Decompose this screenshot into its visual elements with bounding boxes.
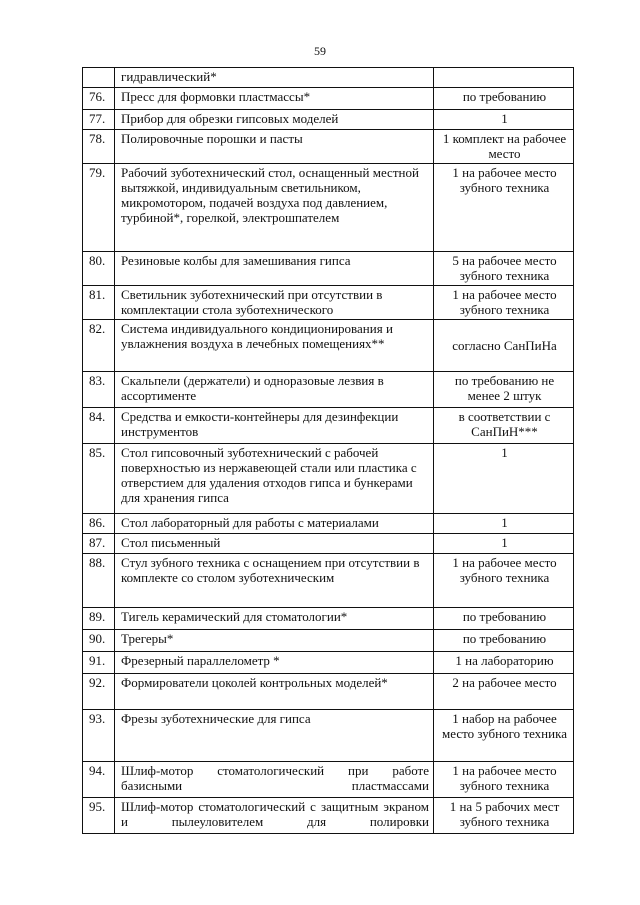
row-number <box>83 68 115 88</box>
row-number: 95. <box>83 798 115 834</box>
table-row <box>83 652 574 674</box>
item-name: Пресс для формовки пластмассы* <box>115 88 434 110</box>
item-quantity: 1 <box>434 534 574 554</box>
table-row <box>83 110 574 130</box>
table-row <box>83 630 574 652</box>
table-row <box>83 514 574 534</box>
table-row <box>83 534 574 554</box>
row-number: 86. <box>83 514 115 534</box>
item-quantity: 1 на 5 рабочих мест зубного техника <box>434 798 574 834</box>
item-name: Прибор для обрезки гипсовых моделей <box>115 110 434 130</box>
row-number: 80. <box>83 252 115 286</box>
item-quantity: 2 на рабочее место <box>434 674 574 710</box>
table-row <box>83 286 574 320</box>
table-row <box>83 372 574 408</box>
row-number: 90. <box>83 630 115 652</box>
equipment-table <box>82 67 574 834</box>
row-number: 76. <box>83 88 115 110</box>
item-quantity: 1 <box>434 444 574 514</box>
row-number: 77. <box>83 110 115 130</box>
item-quantity: согласно СанПиНа <box>434 320 574 372</box>
item-name: Тигель керамический для стоматологии* <box>115 608 434 630</box>
item-quantity: по требованию <box>434 608 574 630</box>
table-row <box>83 68 574 88</box>
item-name: Фрезерный параллелометр * <box>115 652 434 674</box>
row-number: 88. <box>83 554 115 608</box>
item-quantity <box>434 68 574 88</box>
table-row <box>83 608 574 630</box>
item-name: Шлиф-мотор стоматологический при работе базисными пластмассами <box>115 762 434 798</box>
item-name: Полировочные порошки и пасты <box>115 130 434 164</box>
row-number: 78. <box>83 130 115 164</box>
item-name: Стол письменный <box>115 534 434 554</box>
item-quantity: 1 на рабочее место зубного техника <box>434 762 574 798</box>
item-quantity: по требованию <box>434 88 574 110</box>
item-name: Стол гипсовочный зуботехнический с рабочей поверхностью из нержавеющей стали или пластика с отверстием для удаления отходов гипса и бункерами для хранения гипса <box>115 444 434 514</box>
item-name: Скальпели (держатели) и одноразовые лезвия в ассортименте <box>115 372 434 408</box>
item-name: Светильник зуботехнический при отсутствии в комплектации стола зуботехнического <box>115 286 434 320</box>
table-row <box>83 408 574 444</box>
row-number: 85. <box>83 444 115 514</box>
row-number: 81. <box>83 286 115 320</box>
row-number: 94. <box>83 762 115 798</box>
item-name: гидравлический* <box>115 68 434 88</box>
item-name: Фрезы зуботехнические для гипса <box>115 710 434 762</box>
item-quantity: в соответствии с СанПиН*** <box>434 408 574 444</box>
item-quantity: 1 комплект на рабочее место <box>434 130 574 164</box>
item-quantity: 1 на рабочее место зубного техника <box>434 286 574 320</box>
row-number: 79. <box>83 164 115 252</box>
item-quantity: 1 <box>434 514 574 534</box>
item-quantity: по требованию не менее 2 штук <box>434 372 574 408</box>
row-number: 87. <box>83 534 115 554</box>
item-quantity: по требованию <box>434 630 574 652</box>
table-row <box>83 762 574 798</box>
item-name: Система индивидуального кондиционирования и увлажнения воздуха в лечебных помещениях** <box>115 320 434 372</box>
row-number: 93. <box>83 710 115 762</box>
item-quantity: 1 на рабочее место зубного техника <box>434 164 574 252</box>
item-quantity: 1 на лабораторию <box>434 652 574 674</box>
item-quantity: 1 набор на рабочее место зубного техника <box>434 710 574 762</box>
row-number: 89. <box>83 608 115 630</box>
table-row <box>83 674 574 710</box>
table-row <box>83 710 574 762</box>
item-name: Стол лабораторный для работы с материалами <box>115 514 434 534</box>
table-row <box>83 88 574 110</box>
item-name: Резиновые колбы для замешивания гипса <box>115 252 434 286</box>
page-number: 59 <box>314 44 326 58</box>
row-number: 83. <box>83 372 115 408</box>
table-row <box>83 164 574 252</box>
row-number: 91. <box>83 652 115 674</box>
item-quantity: 5 на рабочее место зубного техника <box>434 252 574 286</box>
table-row <box>83 130 574 164</box>
item-quantity: 1 на рабочее место зубного техника <box>434 554 574 608</box>
table-row <box>83 444 574 514</box>
item-name: Рабочий зуботехнический стол, оснащенный местной вытяжкой, индивидуальным светильником, микромотором, подачей воздуха под давлением, турбиной*, горелкой, электрошпателем <box>115 164 434 252</box>
item-name: Средства и емкости-контейнеры для дезинфекции инструментов <box>115 408 434 444</box>
row-number: 84. <box>83 408 115 444</box>
table-row <box>83 554 574 608</box>
table-row <box>83 798 574 834</box>
item-name: Стул зубного техника с оснащением при отсутствии в комплекте со столом зуботехническим <box>115 554 434 608</box>
row-number: 82. <box>83 320 115 372</box>
row-number: 92. <box>83 674 115 710</box>
item-name: Формирователи цоколей контрольных моделей* <box>115 674 434 710</box>
item-quantity: 1 <box>434 110 574 130</box>
table-row <box>83 320 574 372</box>
item-name: Шлиф-мотор стоматологический с защитным экраном и пылеуловителем для полировки <box>115 798 434 834</box>
table-row <box>83 252 574 286</box>
item-name: Трегеры* <box>115 630 434 652</box>
